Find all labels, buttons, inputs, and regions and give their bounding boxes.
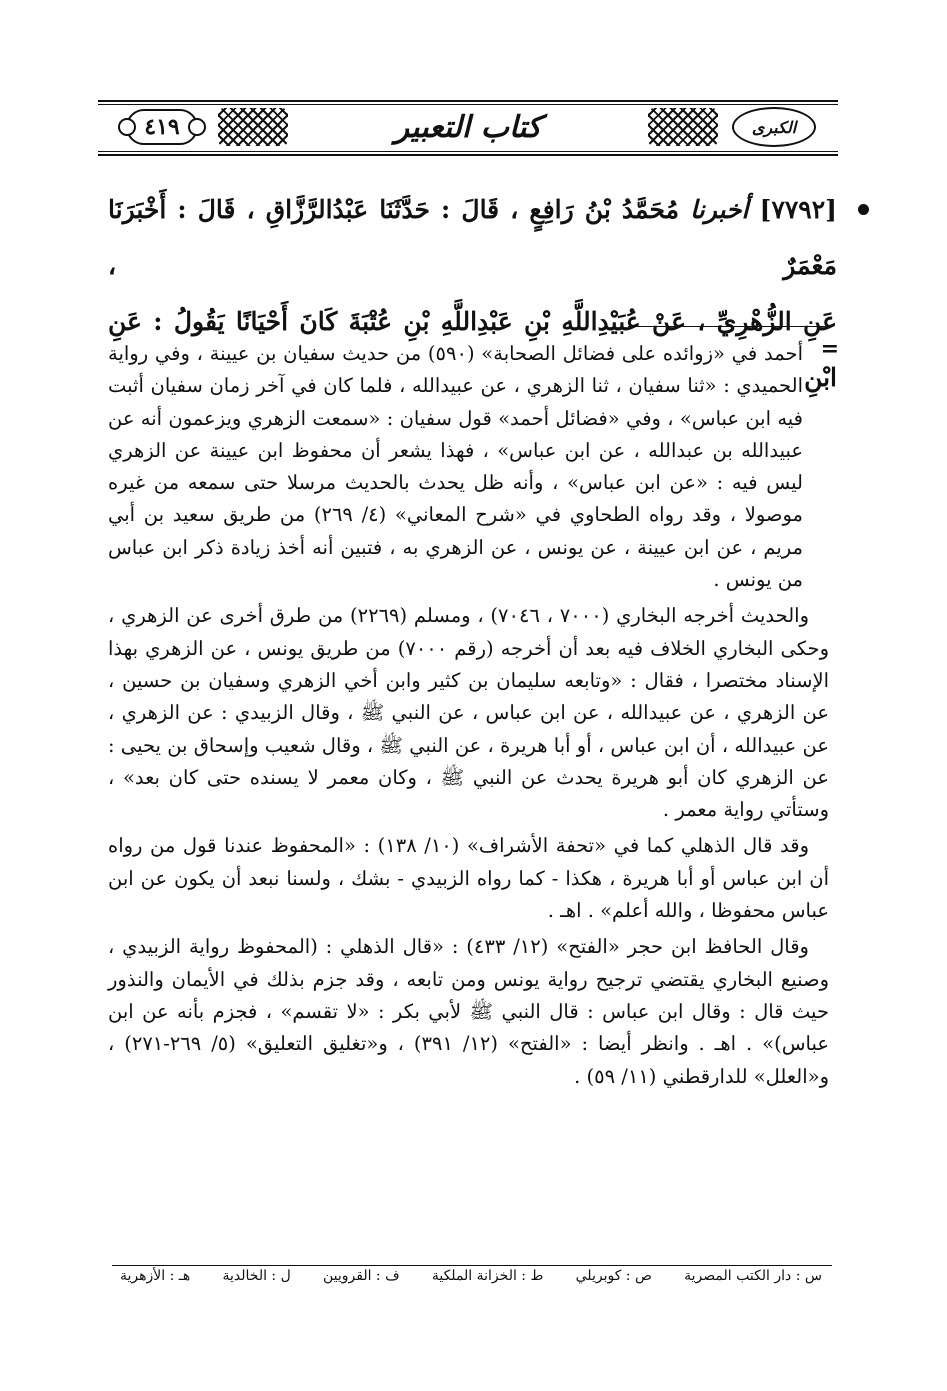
legend-item: هـ : الأزهرية: [120, 1268, 191, 1284]
legend-item: ف : القرويين: [322, 1268, 400, 1284]
footnote-paragraph: والحديث أخرجه البخاري (٧٠٠٠ ، ٧٠٤٦) ، ومسلم (٢٢٦٩) من طرق أخرى عن الزهري ، وحكى البخاري الخلاف فيه بعد أن أخرجه (رقم ٧٠٠٠) من طريق يونس ، عن الزهري بهذا الإسناد مختصرا ، فقال : «وتابعه سليمان بن كثير وابن أخي الزهري وسفيان بن حسين ، عن الزهري ، عن عبيدالله ، عن ابن عباس ، عن النبي ﷺ ، وقال الزبيدي : عن الزهري ، عن عبيدالله ، أن ابن عباس ، أو أبا هريرة ، عن النبي ﷺ ، وقال شعيب وإسحاق بن يحيى : عن الزهري كان أبو هريرة يحدث عن النبي ﷺ ، وكان معمر لا يسنده حتى كان بعد» ، وستأتي رواية معمر .: [108, 604, 829, 822]
page-number: ٤١٩: [144, 114, 180, 140]
legend-item: ص : كوبريلي: [575, 1268, 652, 1284]
header-rule: [98, 104, 838, 105]
legend-item: ط : الخزانة الملكية: [431, 1268, 544, 1284]
seal-box: [720, 106, 828, 148]
manuscript-legend: [120, 1268, 822, 1284]
page-number-box: [108, 106, 216, 148]
hadith-line-1: [108, 182, 837, 294]
hadith-line-1-text: مُحَمَّدُ بْنُ رَافِعٍ ، قَالَ : حَدَّثَنَا عَبْدُالرَّزَّاقِ ، قَالَ : أَخْبَرَنَا مَعْمَرٌ ،: [108, 195, 837, 280]
hadith-opening: أخبرنا: [690, 195, 749, 224]
hadith-number: [٧٧٩٢]: [759, 195, 837, 224]
legend-item: س : دار الكتب المصرية: [684, 1268, 822, 1284]
footnotes: [108, 338, 829, 1093]
continuation-marker: =: [820, 336, 839, 362]
footnote-paragraph: أحمد في «زوائده على فضائل الصحابة» (٥٩٠) من حديث سفيان بن عيينة ، وفي رواية الحميدي : «ثنا سفيان ، ثنا الزهري ، عن عبيدالله ، فلما كان في آخر زمان سفيان أثبت فيه ابن عباس» ، وفي «فضائل أحمد» قول سفيان : «سمعت الزهري ويزعمون أنه عن عبيدالله بن عبدالله ، عن ابن عباس» ، فهذا يشعر أن محفوظ ابن عيينة عن الزهري ليس فيه : «عن ابن عباس» ، وأنه ظل يحدث بالحديث مرسلا حتى سمعه من غيره موصولا ، وقد رواه الطحاوي في «شرح المعاني» (٤/ ٢٦٩) من طريق سعيد بن أبي مريم ، عن ابن عيينة ، عن يونس ، عن الزهري به ، فتبين أنه أخذ زيادة ذكر ابن عباس من يونس .: [108, 342, 803, 592]
header-ornament: [218, 108, 288, 146]
header-ornament: [648, 108, 718, 146]
header-rule: [98, 154, 838, 156]
legend-rule: [112, 1265, 832, 1266]
header-rule: [98, 100, 838, 102]
book-seal-icon: [732, 107, 816, 147]
hadith-line-2: عَنِ الزُّهْرِيِّ ، عَنْ عُبَيْدِاللَّهِ بْنِ عَبْدِاللَّهِ بْنِ عُتْبَةَ كَانَ أَحْيَانًا يَقُولُ : عَنِ ابْنِ: [108, 307, 837, 392]
page-header: [98, 98, 838, 158]
bullet-icon: [858, 204, 869, 215]
footnote-paragraph: وقد قال الذهلي كما في «تحفة الأشراف» (١٠/ ١٣٨) : «المحفوظ عندنا قول من رواه أن ابن عباس أو أبا هريرة ، هكذا - كما رواه الزبيدي - بشك ، ولسنا نبعد أن يكون عن ابن عباس محفوظا ، والله أعلم» . اهـ .: [108, 834, 829, 923]
book-title: كتاب التعبير: [394, 109, 542, 145]
seal-text: الكبرى: [751, 117, 797, 137]
footnote-separator: [628, 326, 828, 327]
legend-item: ل : الخالدية: [222, 1268, 291, 1284]
header-rule: [98, 151, 838, 152]
footnote-paragraph: وقال الحافظ ابن حجر «الفتح» (١٢/ ٤٣٣) : «قال الذهلي : (المحفوظ رواية الزبيدي ، وصنيع البخاري يقتضي ترجيح رواية يونس ومن تابعه ، وقد جزم بذلك في الأيمان والنذور حيث قال : وقال ابن عباس : قال النبي ﷺ لأبي بكر : «لا تقسم» ، فجزم بأنه عن ابن عباس)» . اهـ . وانظر أيضا : «الفتح» (١٢/ ٣٩١) ، و«تغليق التعليق» (٥/ ٢٦٩-٢٧١) ، و«العلل» للدارقطني (١١/ ٥٩) .: [108, 935, 829, 1088]
book-title-box: [298, 106, 638, 148]
